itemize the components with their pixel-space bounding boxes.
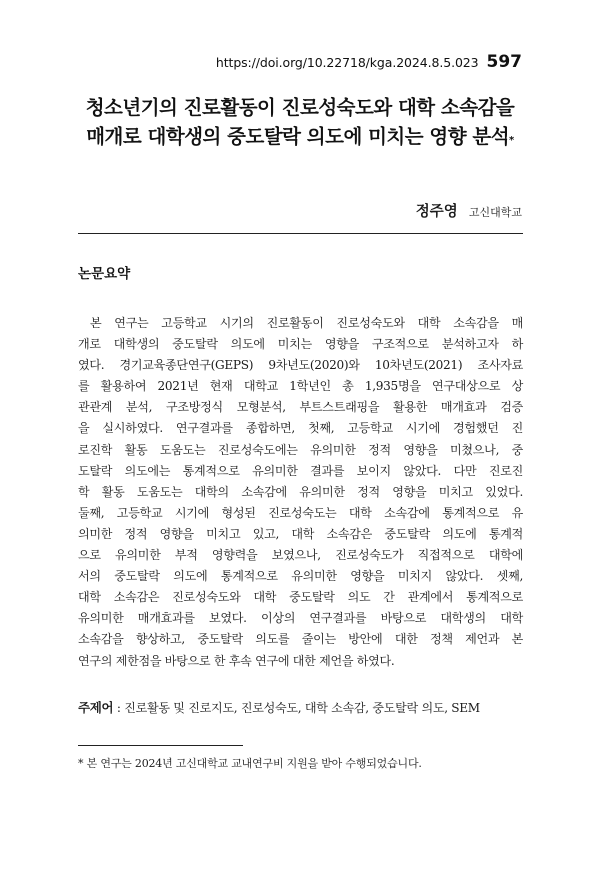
keywords-text: 진로활동 및 진로지도, 진로성숙도, 대학 소속감, 중도탈락 의도, SEM bbox=[124, 701, 480, 715]
running-header bbox=[216, 52, 522, 72]
keywords-label: 주제어 bbox=[78, 700, 114, 715]
abstract-heading: 논문요약 bbox=[78, 266, 131, 282]
page-number: 597 bbox=[486, 52, 522, 72]
abstract-line: 관관계 분석, 구조방정식 모형분석, 부트스트래핑을 활용한 매개효과 검증 bbox=[78, 400, 523, 415]
paper-title bbox=[40, 93, 560, 155]
title-line-2-text: 매개로 대학생의 중도탈락 의도에 미치는 영향 분석 bbox=[86, 125, 510, 148]
author-affiliation: 고신대학교 bbox=[468, 206, 522, 219]
abstract-line: 학 활동 도움도는 대학의 소속감에 유의미한 정적 영향을 미치고 있었다. bbox=[78, 484, 523, 499]
keywords-separator: : bbox=[113, 701, 125, 715]
footnote: * 본 연구는 2024년 고신대학교 교내연구비 지원을 받아 수행되었습니다. bbox=[78, 757, 422, 770]
abstract-line: 연구의 제한점을 바탕으로 한 후속 연구에 대한 제언을 하였다. bbox=[78, 653, 395, 668]
abstract-line: 을 실시하였다. 연구결과를 종합하면, 첫째, 고등학교 시기에 경험했던 진 bbox=[78, 421, 523, 436]
abstract-body bbox=[78, 313, 523, 672]
title-line-1: 청소년기의 진로활동이 진로성숙도와 대학 소속감을 bbox=[85, 96, 515, 119]
abstract-line: 소속감을 향상하고, 중도탈락 의도를 줄이는 방안에 대한 정책 제언과 본 bbox=[78, 632, 523, 647]
abstract-line: 서의 중도탈락 의도에 통계적으로 유의미한 영향을 미치지 않았다. 셋째, bbox=[78, 569, 523, 584]
abstract-line: 본 연구는 고등학교 시기의 진로활동이 진로성숙도와 대학 소속감을 매 bbox=[90, 316, 523, 330]
abstract-line: 도탈락 의도에는 통계적으로 유의미한 결과를 보이지 않았다. 다만 진로진 bbox=[78, 463, 523, 478]
abstract-line: 개로 대학생의 중도탈락 의도에 미치는 영향을 구조적으로 분석하고자 하 bbox=[78, 337, 523, 352]
abstract-line: 으로 유의미한 부적 영향력을 보였으나, 진로성숙도가 직접적으로 대학에 bbox=[78, 548, 523, 563]
abstract-line: 둘째, 고등학교 시기에 형성된 진로성숙도는 대학 소속감에 통계적으로 유 bbox=[78, 505, 523, 520]
abstract-line: 를 활용하여 2021년 현재 대학교 1학년인 총 1,935명을 연구대상으로 상 bbox=[78, 379, 523, 394]
author-line bbox=[416, 200, 522, 221]
abstract-line: 유의미한 매개효과를 보였다. 이상의 연구결과를 바탕으로 대학생의 대학 bbox=[78, 611, 523, 626]
title-line-2 bbox=[40, 122, 560, 155]
divider-rule bbox=[78, 233, 523, 234]
abstract-line: 로진학 활동 도움도는 진로성숙도에는 유의미한 정적 영향을 미쳤으나, 중 bbox=[78, 442, 523, 457]
abstract-line: 의미한 정적 영향을 미치고 있고, 대학 소속감은 중도탈락 의도에 통계적 bbox=[78, 526, 523, 541]
title-footnote-marker: * bbox=[509, 135, 514, 146]
keywords bbox=[78, 698, 523, 716]
abstract-line: 대학 소속감은 진로성숙도와 대학 중도탈락 의도 간 관계에서 통계적으로 bbox=[78, 590, 523, 605]
author-name: 정주영 bbox=[415, 204, 458, 220]
abstract-line: 였다. 경기교육종단연구(GEPS) 9차년도(2020)와 10차년도(2021) 조사자료 bbox=[78, 358, 523, 373]
doi-link[interactable]: https://doi.org/10.22718/kga.2024.8.5.023 bbox=[215, 55, 479, 70]
footnote-rule bbox=[78, 745, 243, 746]
